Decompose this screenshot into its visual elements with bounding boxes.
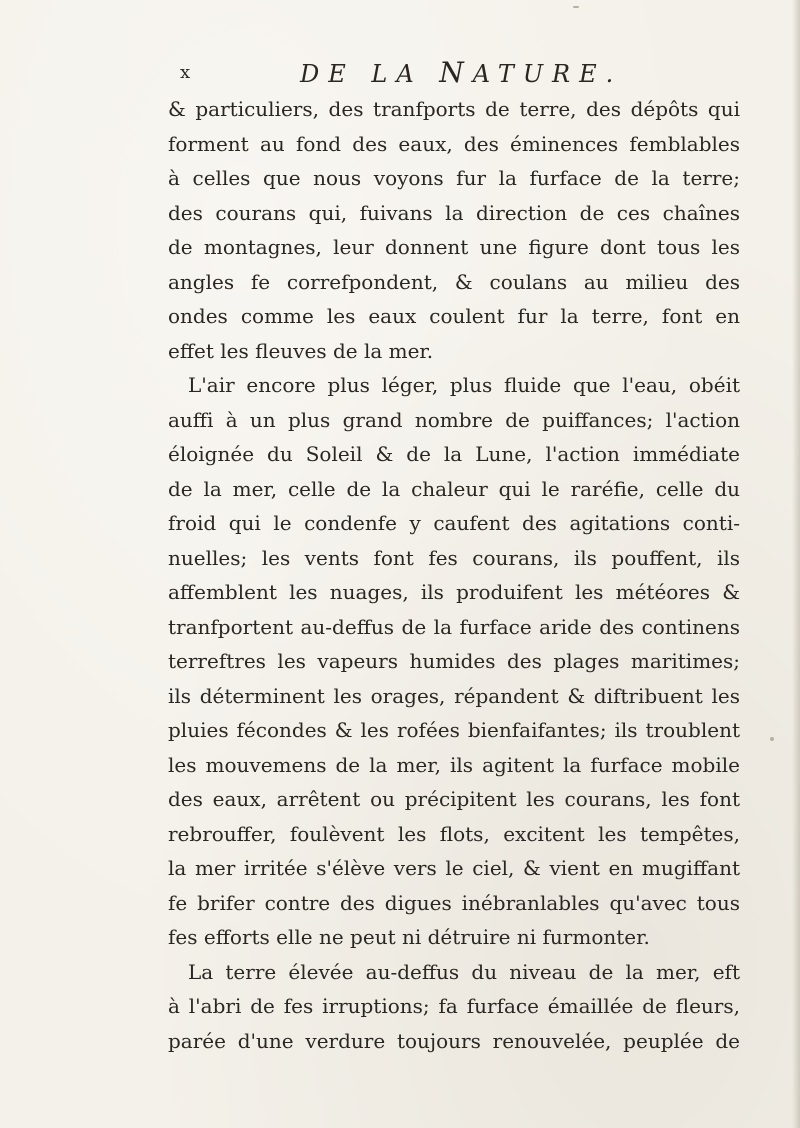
text-line: terreftres les vapeurs humides des plages maritimes;: [168, 649, 740, 673]
running-head: [300, 56, 622, 89]
text-line: de la mer, celle de la chaleur qui le raréfie, celle du: [168, 476, 740, 501]
text-line: parée d'une verdure toujours renouvelée, peuplée de: [168, 1028, 740, 1053]
text-line: ils déterminent les orages, répandent & diftribuent les: [168, 683, 740, 708]
running-head-rest: ATURE.: [472, 60, 623, 88]
page-edge-shadow: [792, 0, 800, 1128]
running-head-prefix: DE LA: [300, 60, 440, 88]
text-line: ondes comme les eaux coulent fur la terre, font en: [168, 304, 740, 328]
text-line: angles fe correfpondent, & coulans au milieu des: [168, 269, 740, 294]
text-line: affemblent les nuages, ils produifent les météores &: [168, 580, 740, 604]
text-line: rebrouffer, foulèvent les flots, excitent les tempêtes,: [168, 821, 740, 846]
text-line: effet les fleuves de la mer.: [168, 338, 434, 363]
page-number: x: [180, 62, 192, 83]
text-line: des eaux, arrêtent ou précipitent les courans, les font: [168, 787, 740, 811]
paper-speck: [573, 6, 579, 8]
text-line: & particuliers, des tranfports de terre, des dépôts qui: [168, 97, 740, 121]
text-line: auffi à un plus grand nombre de puiffances; l'action: [168, 407, 740, 432]
text-line: pluies fécondes & les rofées bienfaifantes; ils troublent: [168, 718, 740, 742]
text-line: fe brifer contre des digues inébranlables qu'avec tous: [168, 890, 740, 915]
running-head-initial: N: [439, 56, 473, 89]
text-line: La terre élevée au-deffus du niveau de la mer, eft: [188, 959, 740, 984]
text-line: tranfportent au-deffus de la furface aride des continens: [168, 614, 740, 639]
text-line: froid qui le condenfe y caufent des agitations conti-: [168, 511, 740, 535]
paper-speck: [770, 737, 774, 741]
text-line: la mer irritée s'élève vers le ciel, & vient en mugiffant: [168, 856, 740, 880]
text-line: des courans qui, fuivans la direction de ces chaînes: [168, 200, 740, 225]
body-text: [168, 92, 740, 1058]
text-line: forment au fond des eaux, des éminences femblables: [168, 131, 740, 156]
text-line: à celles que nous voyons fur la furface de la terre;: [168, 166, 740, 190]
text-line: éloignée du Soleil & de la Lune, l'action immédiate: [168, 442, 740, 466]
text-line: fes efforts elle ne peut ni détruire ni furmonter.: [168, 925, 650, 949]
text-line: L'air encore plus léger, plus fluide que l'eau, obéit: [188, 373, 740, 397]
text-line: nuelles; les vents font fes courans, ils pouffent, ils: [168, 545, 740, 570]
text-line: les mouvemens de la mer, ils agitent la furface mobile: [168, 752, 740, 777]
text-line: à l'abri de fes irruptions; fa furface émaillée de fleurs,: [168, 994, 740, 1018]
text-line: de montagnes, leur donnent une figure dont tous les: [168, 235, 740, 259]
